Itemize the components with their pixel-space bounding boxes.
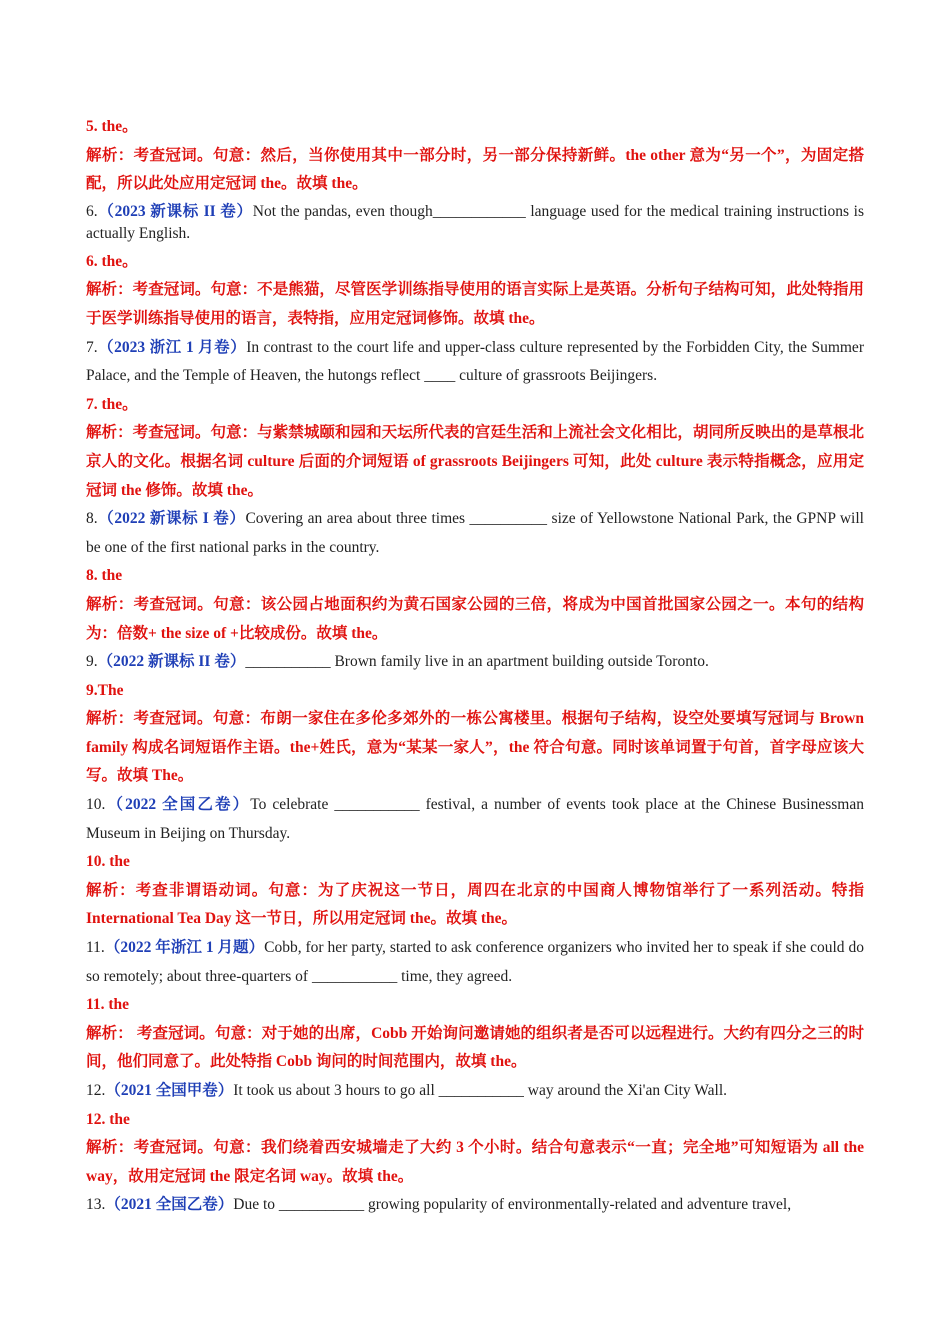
question-13 [86, 1191, 864, 1220]
question-number: 13. [86, 1196, 106, 1214]
question-source: （2023 新课标 II 卷） [97, 202, 253, 220]
question-number: 11. [86, 939, 105, 957]
question-number: 9. [86, 653, 98, 671]
question-source: （2022 全国乙卷） [105, 796, 251, 814]
question-11 [86, 934, 864, 991]
question-8 [86, 505, 864, 562]
question-text: Due to ___________ growing popularity of environmentally-related and adventure travel, [233, 1196, 792, 1214]
question-6 [86, 201, 864, 246]
explanation-7: 解析：考查冠词。句意：与紫禁城颐和园和天坛所代表的宫廷生活和上流社会文化相比，胡同所反映出的是草根北京人的文化。根据名词 culture 后面的介词短语 of grassroots Beijingers 可知，此处 culture 表示特指概念，应用定冠词 the 修饰。故填 the。 [86, 424, 864, 499]
question-9 [86, 648, 864, 677]
question-text: It took us about 3 hours to go all ___________ way around the Xi'an City Wall. [233, 1082, 728, 1099]
answer-7: 7. the。 [86, 395, 138, 413]
question-text: In contrast to the court life and upper-class culture represented by the Forbidden City, the Summer Palace, and the Temple of Heaven, the hutongs reflect ____ culture of grassroots Beijingers. [86, 338, 864, 385]
answer-8: 8. the [86, 567, 123, 585]
question-text: Covering an area about three times __________ size of Yellowstone National Park, the GPNP will be one of the first national parks in the country. [86, 510, 864, 556]
answer-12: 12. the [86, 1110, 130, 1128]
question-text: To celebrate ___________ festival, a number of events took place at the Chinese Businessman Museum in Beijing on Thursday. [86, 796, 864, 842]
explanation-10: 解析：考查非谓语动词。句意：为了庆祝这一节日，周四在北京的中国商人博物馆举行了一系列活动。特指 International Tea Day 这一节日，所以用定冠词 the。故填 the。 [86, 881, 864, 928]
question-number: 6. [86, 202, 98, 220]
question-source: （2022 年浙江 1 月题） [104, 939, 265, 957]
question-source: （2022 新课标 I 卷） [97, 510, 246, 528]
question-text: Not the pandas, even though____________ language used for the medical training instructions is actually English. [86, 202, 864, 243]
question-source: （2021 全国乙卷） [105, 1196, 234, 1214]
explanation-8: 解析：考查冠词。句意：该公园占地面积约为黄石国家公园的三倍，将成为中国首批国家公园之一。本句的结构为：倍数+ the size of +比较成份。故填 the。 [86, 595, 864, 642]
answer-9: 9.The [86, 681, 124, 699]
explanation-6: 解析：考查冠词。句意：不是熊猫，尽管医学训练指导使用的语言实际上是英语。分析句子结构可知，此处特指用于医学训练指导使用的语言，表特指，应用定冠词修饰。故填 the。 [86, 281, 864, 327]
question-number: 10. [86, 796, 106, 814]
question-source: （2023 浙江 1 月卷） [97, 338, 247, 356]
answer-11: 11. the [86, 996, 130, 1014]
question-text: ___________ Brown family live in an apartment building outside Toronto. [245, 653, 709, 671]
answer-5: 5. the。 [86, 118, 138, 135]
explanation-5: 解析：考查冠词。句意：然后，当你使用其中一部分时，另一部分保持新鲜。the other 意为“另一个”，为固定搭配，所以此处应用定冠词 the。故填 the。 [86, 146, 864, 193]
answer-6: 6. the。 [86, 252, 138, 270]
question-number: 8. [86, 510, 98, 528]
question-12 [86, 1077, 864, 1106]
question-source: （2022 新课标 II 卷） [97, 653, 246, 671]
question-number: 12. [86, 1082, 106, 1099]
question-10 [86, 791, 864, 848]
question-source: （2021 全国甲卷） [105, 1082, 234, 1099]
question-text: Cobb, for her party, started to ask conference organizers who invited her to speak if she could do so remotely; about three-quarters of ___________ time, they agreed. [86, 939, 864, 985]
explanation-9: 解析：考查冠词。句意：布朗一家住在多伦多郊外的一栋公寓楼里。根据句子结构，设空处要填写冠词与 Brown family 构成名词短语作主语。the+姓氏，意为“某某一家人”，the 符合句意。同时该单词置于句首，首字母应该大写。故填 The。 [86, 710, 864, 785]
explanation-11: 解析： 考查冠词。句意：对于她的出席，Cobb 开始询问邀请她的组织者是否可以远程进行。大约有四分之三的时间，他们同意了。此处特指 Cobb 询问的时间范围内，故填 the。 [86, 1024, 864, 1071]
question-7 [86, 334, 864, 391]
explanation-12: 解析：考查冠词。句意：我们绕着西安城墙走了大约 3 个小时。结合句意表示“一直；完全地”可知短语为 all the way，故用定冠词 the 限定名词 way。故填 the。 [86, 1139, 864, 1185]
question-number: 7. [86, 338, 98, 356]
answer-10: 10. the [86, 853, 130, 871]
